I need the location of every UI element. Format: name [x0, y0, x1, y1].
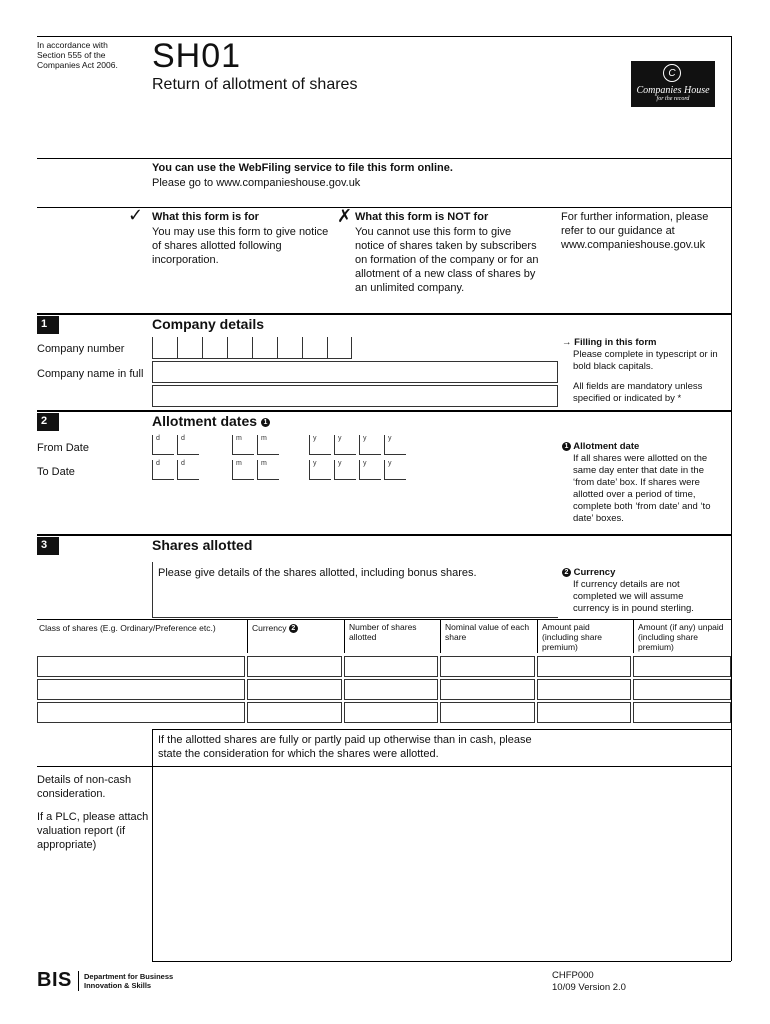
- row3-nominal-input[interactable]: [440, 702, 535, 723]
- not-for-title: What this form is NOT for: [355, 211, 489, 223]
- check-icon: ✓: [128, 205, 144, 225]
- col-paid-header: Amount paid (including share premium): [542, 622, 603, 652]
- row1-number-input[interactable]: [344, 656, 438, 677]
- legal-note: In accordance with Section 555 of the Companies Act 2006.: [37, 40, 118, 70]
- col-currency-header: Currency 2: [252, 623, 342, 633]
- company-number-label: Company number: [37, 343, 125, 355]
- section3-number: 3: [37, 537, 59, 555]
- to-date-label: To Date: [37, 466, 75, 478]
- row1-currency-input[interactable]: [247, 656, 342, 677]
- col-nominal-header: Nominal value of each share: [445, 622, 530, 642]
- company-number-field[interactable]: [152, 337, 352, 359]
- arrow-icon: →: [562, 337, 575, 348]
- shares-instruction-box: [152, 562, 558, 618]
- further-info: For further information, please refer to our guidance at www.companieshouse.gov.uk: [561, 211, 709, 251]
- row1-class-input[interactable]: [37, 656, 245, 677]
- logo-name: Companies House: [636, 85, 710, 96]
- row2-currency-input[interactable]: [247, 679, 342, 700]
- section1-note-text2: All fields are mandatory unless specified or indicated by *: [573, 381, 703, 404]
- shares-instruction: Please give details of the shares allotted, including bonus shares.: [158, 567, 477, 579]
- bis-line1: Department for Business: [84, 972, 174, 981]
- row2-class-input[interactable]: [37, 679, 245, 700]
- section2-note-title: Allotment date: [573, 441, 640, 452]
- row1-paid-input[interactable]: [537, 656, 631, 677]
- row1-nominal-input[interactable]: [440, 656, 535, 677]
- section1-rule: [37, 313, 732, 315]
- right-rule: [731, 36, 732, 961]
- not-for-text: You cannot use this form to give notice of shares taken by subscribers on formation of the company or for an allotment of a new class of shares by an unlimited company.: [355, 226, 539, 294]
- row3-paid-input[interactable]: [537, 702, 631, 723]
- for-text: You may use this form to give notice of shares allotted following incorporation.: [152, 226, 329, 266]
- row3-unpaid-input[interactable]: [633, 702, 731, 723]
- section2-number: 2: [37, 413, 59, 431]
- for-title: What this form is for: [152, 211, 259, 223]
- section1-number: 1: [37, 316, 59, 334]
- row3-number-input[interactable]: [344, 702, 438, 723]
- row3-class-input[interactable]: [37, 702, 245, 723]
- company-name-field-2[interactable]: [152, 385, 558, 407]
- bottom-rule: [152, 961, 731, 962]
- form-version: [552, 970, 626, 994]
- bis-department: [84, 972, 173, 990]
- to-date-field[interactable]: d d m m y y y y: [152, 460, 412, 482]
- row2-paid-input[interactable]: [537, 679, 631, 700]
- form-code: SH01: [152, 37, 242, 75]
- note-marker-2-icon: 2: [289, 624, 298, 633]
- section3-rule: [37, 534, 732, 536]
- section2-title: [152, 413, 270, 429]
- row2-number-input[interactable]: [344, 679, 438, 700]
- section3-note-title: Currency: [573, 567, 616, 578]
- plc-label: If a PLC, please attach valuation report (if appropriate): [37, 811, 149, 851]
- noncash-instruction: If the allotted shares are fully or partly paid up otherwise than in cash, please state the consideration for which the shares were allotted.: [158, 734, 532, 760]
- companies-house-logo: [631, 61, 715, 107]
- row2-unpaid-input[interactable]: [633, 679, 731, 700]
- logo-tagline: for the record: [656, 96, 690, 102]
- section1-title: Company details: [152, 316, 265, 332]
- bis-line2: Innovation & Skills: [84, 981, 152, 990]
- note-marker-1-icon: 1: [562, 442, 571, 451]
- webfiling-line1: You can use the WebFiling service to file this form online.: [152, 162, 453, 174]
- note-marker-1-icon: 1: [261, 418, 270, 427]
- noncash-details-input[interactable]: [153, 767, 731, 962]
- note-marker-2-icon: 2: [562, 568, 571, 577]
- section2-rule: [37, 410, 732, 412]
- company-name-field-1[interactable]: [152, 361, 558, 383]
- section3-title: Shares allotted: [152, 537, 253, 553]
- version-text: 10/09 Version 2.0: [552, 982, 626, 993]
- webfiling-rule: [37, 158, 732, 159]
- section1-note: [562, 337, 722, 405]
- section3-note-text: If currency details are not completed we will assume currency is in pound sterling.: [573, 579, 694, 614]
- section1-note-title: Filling in this form: [574, 337, 657, 348]
- webfiling-line2: Please go to www.companieshouse.gov.uk: [152, 177, 361, 189]
- form-code-footer: CHFP000: [552, 970, 594, 981]
- col-unpaid-header: Amount (if any) unpaid (including share premium): [638, 622, 724, 652]
- section2-note: [562, 441, 722, 525]
- col-class-header: Class of shares (E.g. Ordinary/Preference etc.): [39, 623, 216, 633]
- top-rule: [37, 36, 732, 37]
- bis-logo: BIS: [37, 969, 72, 991]
- section2-note-text: If all shares were allotted on the same day enter that date in the ‘from date’ box. If shares were allotted over a period of time, complete both ‘from date’ and ‘to date’ boxes.: [573, 453, 711, 524]
- noncash-top-rule: [152, 729, 731, 730]
- crown-icon: C: [663, 64, 681, 82]
- cross-icon: ✗: [337, 206, 353, 226]
- section1-note-text1: Please complete in typescript or in bold black capitals.: [573, 349, 718, 372]
- form-title: Return of allotment of shares: [152, 76, 358, 93]
- from-date-field[interactable]: d d m m y y y y: [152, 435, 412, 457]
- shares-table: [37, 619, 731, 727]
- col-number-header: Number of shares allotted: [349, 622, 417, 642]
- row3-currency-input[interactable]: [247, 702, 342, 723]
- row1-unpaid-input[interactable]: [633, 656, 731, 677]
- section3-note: [562, 567, 722, 615]
- row2-nominal-input[interactable]: [440, 679, 535, 700]
- from-date-label: From Date: [37, 442, 89, 454]
- bis-divider: [78, 971, 79, 991]
- company-name-label: Company name in full: [37, 368, 144, 380]
- section2-title-text: Allotment dates: [152, 413, 258, 429]
- noncash-label: Details of non-cash consideration.: [37, 774, 132, 800]
